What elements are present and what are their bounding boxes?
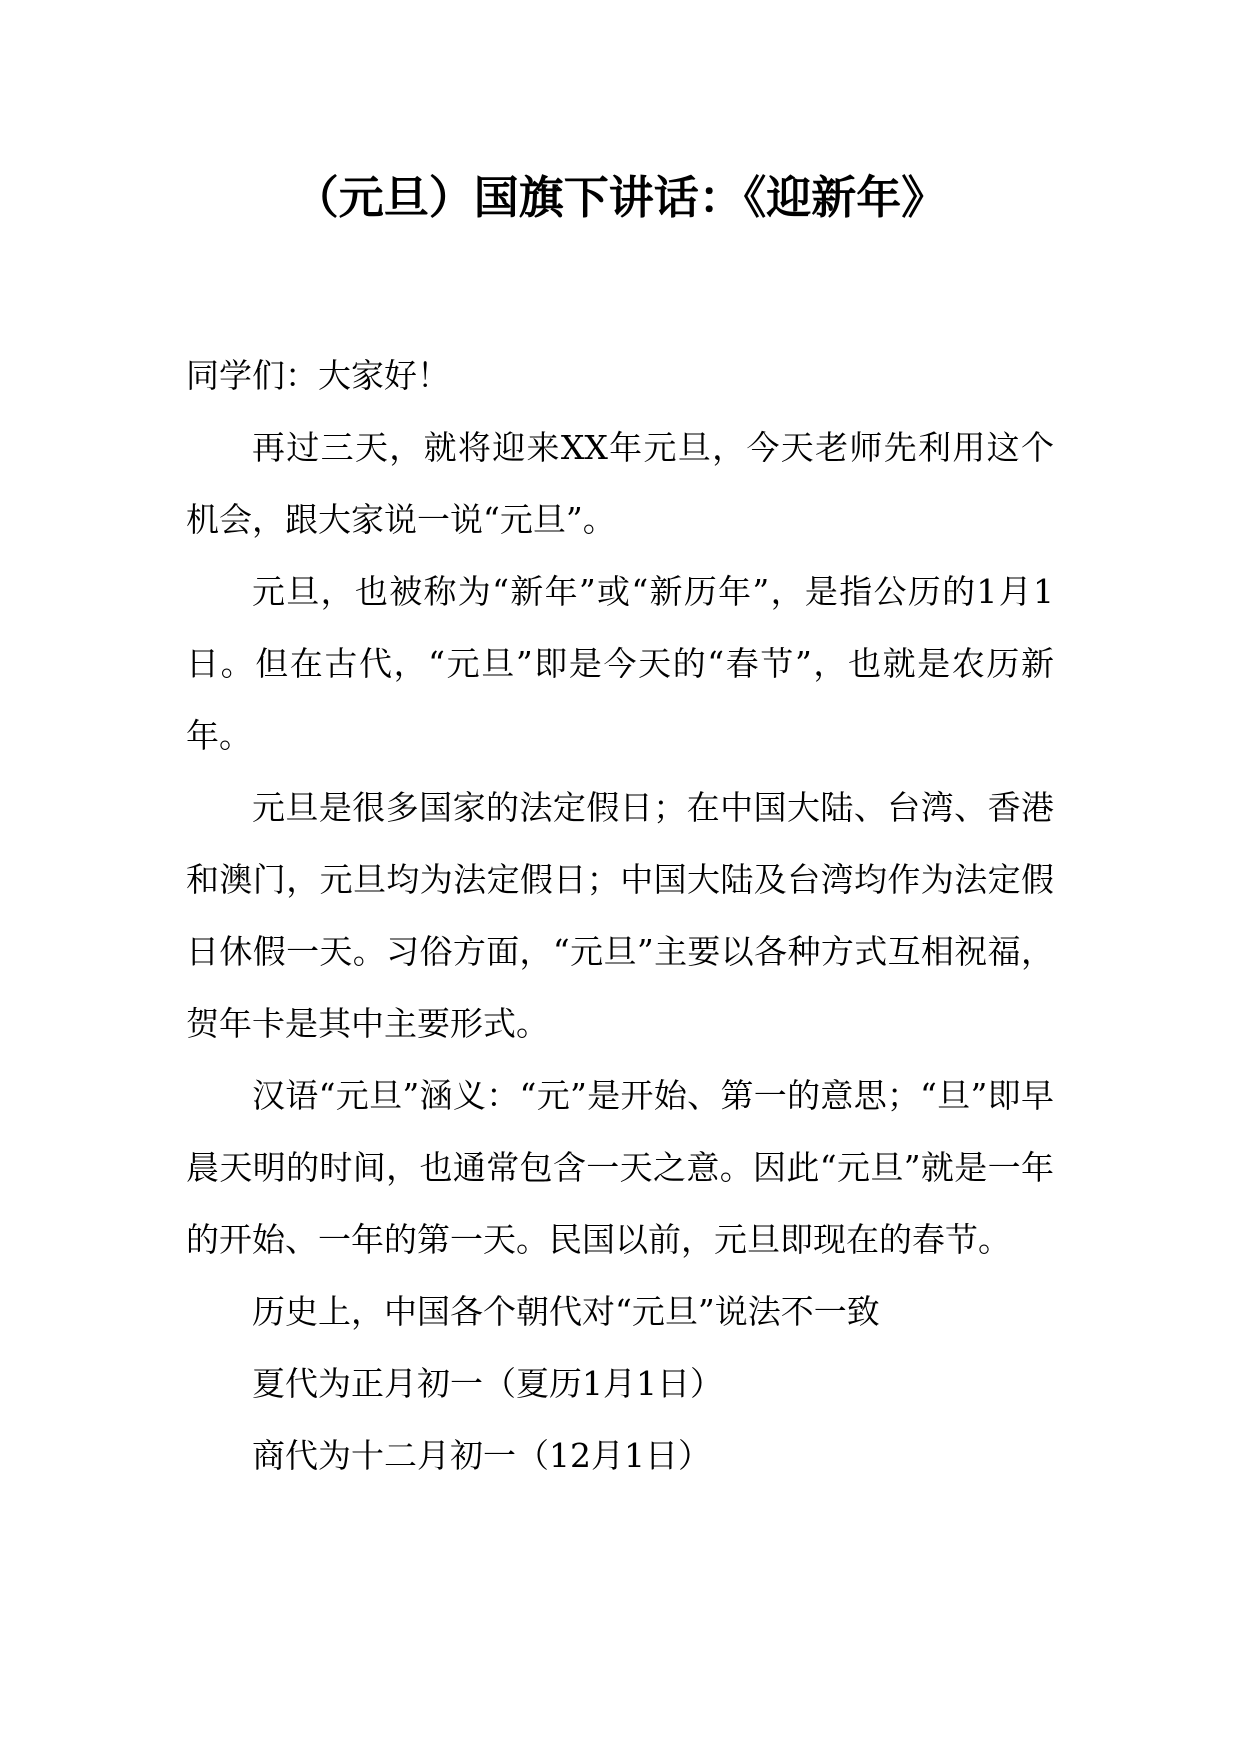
paragraph: 元旦，也被称为“新年”或“新历年”，是指公历的1月1日。但在古代，“元旦”即是今天的“春节”，也就是农历新年。 bbox=[186, 572, 1054, 755]
document-body bbox=[186, 340, 1054, 1492]
paragraph: 元旦是很多国家的法定假日；在中国大陆、台湾、香港和澳门，元旦均为法定假日；中国大陆及台湾均作为法定假日休假一天。习俗方面，“元旦”主要以各种方式互相祝福，贺年卡是其中主要形式。 bbox=[186, 788, 1054, 1043]
paragraph: 再过三天，就将迎来XX年元旦，今天老师先利用这个机会，跟大家说一说“元旦”。 bbox=[186, 428, 1054, 539]
paragraph: 夏代为正月初一（夏历1月1日） bbox=[252, 1364, 723, 1403]
paragraph: 历史上，中国各个朝代对“元旦”说法不一致 bbox=[252, 1292, 880, 1331]
paragraph: 汉语“元旦”涵义：“元”是开始、第一的意思；“旦”即早晨天明的时间，也通常包含一天之意。因此“元旦”就是一年的开始、一年的第一天。民国以前，元旦即现在的春节。 bbox=[186, 1076, 1054, 1259]
greeting-line: 同学们：大家好！ bbox=[186, 356, 450, 395]
paragraph: 商代为十二月初一（12月1日） bbox=[252, 1436, 711, 1475]
document-title: （元旦）国旗下讲话：《迎新年》 bbox=[293, 171, 947, 224]
